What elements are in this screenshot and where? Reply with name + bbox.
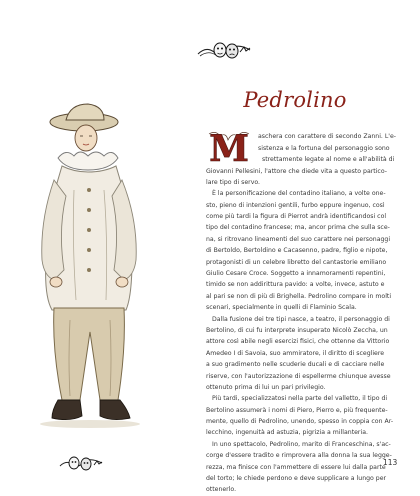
body-line: tipo del contadino francese; ma, ancor prima che sulla sce- xyxy=(206,224,390,232)
body-line: lare tipo di servo. xyxy=(206,178,261,186)
body-line: na, si ritrovano lineamenti del suo carattere nei personaggi xyxy=(206,235,391,243)
body-line: In uno spettacolo, Pedrolino, marito di Franceschina, s'ac- xyxy=(212,440,391,448)
body-line: scenari, specialmente in quelli di Flaminio Scala. xyxy=(206,304,357,312)
theatre-masks-ornament-icon xyxy=(58,452,104,474)
dropcap-m-ornament xyxy=(206,128,252,166)
page-title: Pedrolino xyxy=(243,88,347,112)
body-line: attore così abile negli esercizi fisici, che ottenne da Vittorio xyxy=(206,338,390,346)
body-line: come più tardi la figura di Pierrot andrà identificandosi col xyxy=(206,213,387,221)
body-line: Giulio Cesare Croce. Soggetto a innamoramenti repentini, xyxy=(206,270,386,278)
body-line: È la personificazione del contadino italiano, a volte one- xyxy=(212,190,386,198)
body-line: protagonisti di un celebre libretto del cantastorie emiliano xyxy=(206,258,387,266)
body-line: di Bertoldo, Bertoldino e Cacasenno, padre, figlio e nipote, xyxy=(206,247,388,255)
intro-line: sistenza e la fortuna del personaggio sono xyxy=(258,144,390,152)
body-line: ottenuto prima di lui un pari privilegio. xyxy=(206,383,326,391)
intro-line: strettamente legate al nome e all'abilità di xyxy=(262,156,395,163)
body-line: riserve, con l'autorizzazione di espellerme chiunque avesse xyxy=(206,372,391,380)
body-line: Amedeo I di Savoia, suo ammiratore, il diritto di scegliere xyxy=(206,349,385,357)
body-line: Più tardi, specializzatosi nella parte del valletto, il tipo di xyxy=(212,395,388,403)
theatre-masks-ornament-icon xyxy=(196,40,252,62)
body-line: mente, quello di Pedrolino, unendo, spesso in coppia con Ar- xyxy=(206,418,394,426)
body-line: a suo gradimento nelle scuderie ducali e di cacciare nelle xyxy=(206,361,385,369)
dropcap-letter: M xyxy=(209,128,249,166)
body-line: sto, pieno di intenzioni gentili, furbo eppure ingenuo, così xyxy=(206,201,385,209)
body-text xyxy=(206,166,402,496)
body-line: timido se non addirittura pavido: a volte, invece, astuto e xyxy=(206,281,385,289)
body-line: Bertolino assumerà i nomi di Piero, Pierro e, più frequente- xyxy=(206,406,388,414)
body-line: corge d'essere tradito e rimprovera alla donna la sua legge- xyxy=(206,452,392,460)
intro-line: aschera con carattere di secondo Zanni. L'e- xyxy=(258,133,397,140)
pedrolino-figure-illustration xyxy=(14,100,192,450)
body-line: Dalla fusione dei tre tipi nasce, a teatro, il personaggio di xyxy=(212,315,390,323)
body-line: del torto; le chiede perdono e deve supplicare a lungo per xyxy=(206,475,387,483)
body-line: ottenerlo. xyxy=(206,486,237,494)
body-line: lecchino, ingenuità ad astuzia, pigrizia a millanteria. xyxy=(206,429,368,437)
body-line: Bertolino, di cui fu interprete insuperato Nicolò Zeccha, un xyxy=(206,326,388,334)
body-line: al pari se non di più di Brighella. Pedrolino compare in molti xyxy=(206,292,392,300)
body-line: Giovanni Pellesini, l'attore che diede vita a questo partico- xyxy=(206,167,387,175)
page-number: 113 xyxy=(383,458,398,467)
body-line: rezza, ma finisce con l'ammettere di essere lui dalla parte xyxy=(206,463,386,471)
